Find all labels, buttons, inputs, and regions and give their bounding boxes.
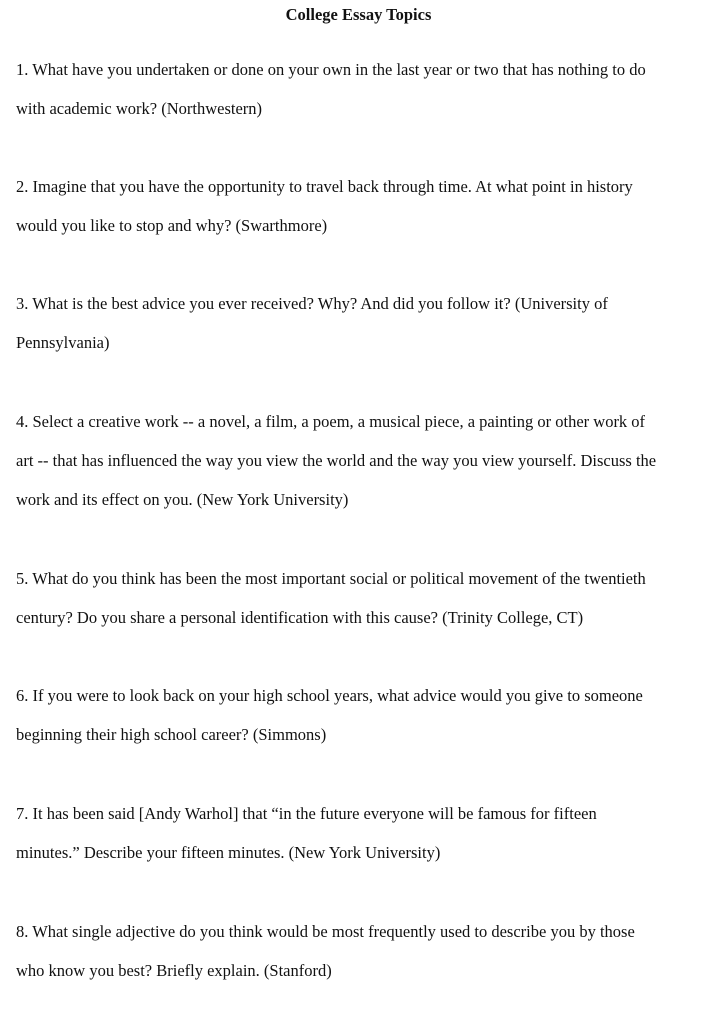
topic-line: minutes.” Describe your fifteen minutes. (New York University) [16, 843, 441, 862]
essay-topic-8 [16, 912, 706, 990]
topic-line: work and its effect on you. (New York University) [16, 490, 349, 509]
essay-topic-2 [16, 167, 706, 245]
essay-topic-4 [16, 402, 706, 519]
essay-topic-7 [16, 794, 706, 872]
topic-line: 7. It has been said [Andy Warhol] that “in the future everyone will be famous for fifteen [16, 804, 597, 823]
topic-line: would you like to stop and why? (Swarthmore) [16, 216, 328, 235]
topic-line: art -- that has influenced the way you view the world and the way you view yourself. Discuss the [16, 451, 657, 470]
topic-line: who know you best? Briefly explain. (Stanford) [16, 961, 332, 980]
topic-line: 2. Imagine that you have the opportunity to travel back through time. At what point in history [16, 177, 633, 196]
essay-topic-3 [16, 284, 706, 362]
topic-line: with academic work? (Northwestern) [16, 99, 263, 118]
topic-line: 8. What single adjective do you think would be most frequently used to describe you by those [16, 922, 635, 941]
topic-line: 3. What is the best advice you ever received? Why? And did you follow it? (University of [16, 294, 608, 313]
topic-line: century? Do you share a personal identification with this cause? (Trinity College, CT) [16, 608, 584, 627]
topic-line: 1. What have you undertaken or done on your own in the last year or two that has nothing to do [16, 60, 646, 79]
topic-line: Pennsylvania) [16, 333, 110, 352]
topic-line: 4. Select a creative work -- a novel, a film, a poem, a musical piece, a painting or other work of [16, 412, 646, 431]
document-title: College Essay Topics [285, 5, 432, 24]
topic-line: 5. What do you think has been the most important social or political movement of the twentieth [16, 569, 646, 588]
essay-topic-1 [16, 50, 706, 128]
topic-line: 6. If you were to look back on your high school years, what advice would you give to someone [16, 686, 643, 705]
essay-topic-5 [16, 559, 706, 637]
essay-topic-6 [16, 676, 706, 754]
topic-line: beginning their high school career? (Simmons) [16, 725, 327, 744]
